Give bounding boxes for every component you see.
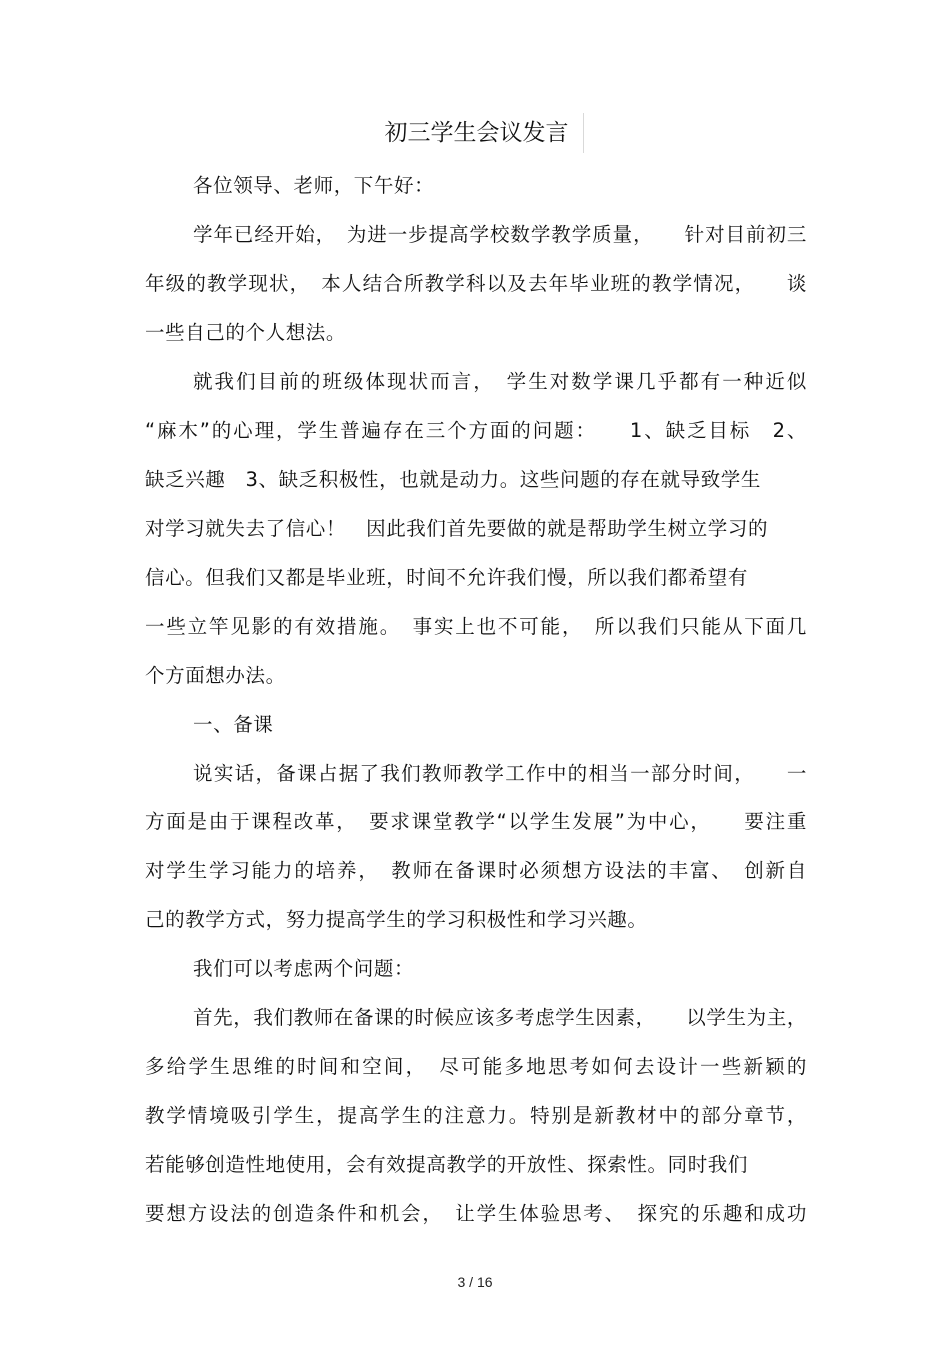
text-line: 年级的教学现状， 本人结合所教学科以及去年毕业班的教学情况， 谈 bbox=[145, 272, 807, 295]
section-heading: 一、备课 bbox=[193, 713, 274, 736]
text-line: 说实话，备课占据了我们教师教学工作中的相当一部分时间， 一 bbox=[193, 762, 807, 785]
text-line: 一些立竿见影的有效措施。 事实上也不可能， 所以我们只能从下面几 bbox=[145, 615, 807, 638]
text-line: 方面是由于课程改革， 要求课堂教学“以学生发展”为中心， 要注重 bbox=[145, 810, 807, 833]
text-line: 一些自己的个人想法。 bbox=[145, 321, 347, 344]
text-line: “麻木”的心理，学生普遍存在三个方面的问题： 1、缺乏目标 2、 bbox=[145, 419, 807, 442]
page-indicator: 3 / 16 bbox=[457, 1274, 493, 1290]
text-line: 若能够创造性地使用，会有效提高教学的开放性、探索性。同时我们 bbox=[145, 1153, 749, 1176]
text-line: 教学情境吸引学生，提高学生的注意力。特别是新教材中的部分章节， bbox=[145, 1104, 807, 1127]
text-line: 要想方设法的创造条件和机会， 让学生体验思考、 探究的乐趣和成功 bbox=[145, 1202, 807, 1225]
text-line: 学年已经开始， 为进一步提高学校数学教学质量， 针对目前初三 bbox=[193, 223, 807, 246]
text-line: 对学习就失去了信心！ 因此我们首先要做的就是帮助学生树立学习的 bbox=[145, 517, 769, 540]
document-title: 初三学生会议发言 bbox=[367, 113, 584, 153]
text-line: 多给学生思维的时间和空间， 尽可能多地思考如何去设计一些新颖的 bbox=[145, 1055, 807, 1078]
text-line: 各位领导、老师，下午好： bbox=[193, 174, 435, 197]
text-line: 我们可以考虑两个问题： bbox=[193, 957, 415, 980]
text-line: 缺乏兴趣 3、缺乏积极性，也就是动力。这些问题的存在就导致学生 bbox=[145, 468, 762, 491]
text-line: 个方面想办法。 bbox=[145, 664, 286, 687]
text-line: 信心。但我们又都是毕业班，时间不允许我们慢，所以我们都希望有 bbox=[145, 566, 749, 589]
text-line: 己的教学方式，努力提高学生的学习积极性和学习兴趣。 bbox=[145, 908, 648, 931]
text-line: 对学生学习能力的培养， 教师在备课时必须想方设法的丰富、 创新自 bbox=[145, 859, 807, 882]
text-line: 首先，我们教师在备课的时候应该多考虑学生因素， 以学生为主， bbox=[193, 1006, 807, 1029]
title-container bbox=[0, 113, 950, 153]
text-line: 就我们目前的班级体现状而言， 学生对数学课几乎都有一种近似 bbox=[193, 370, 807, 393]
